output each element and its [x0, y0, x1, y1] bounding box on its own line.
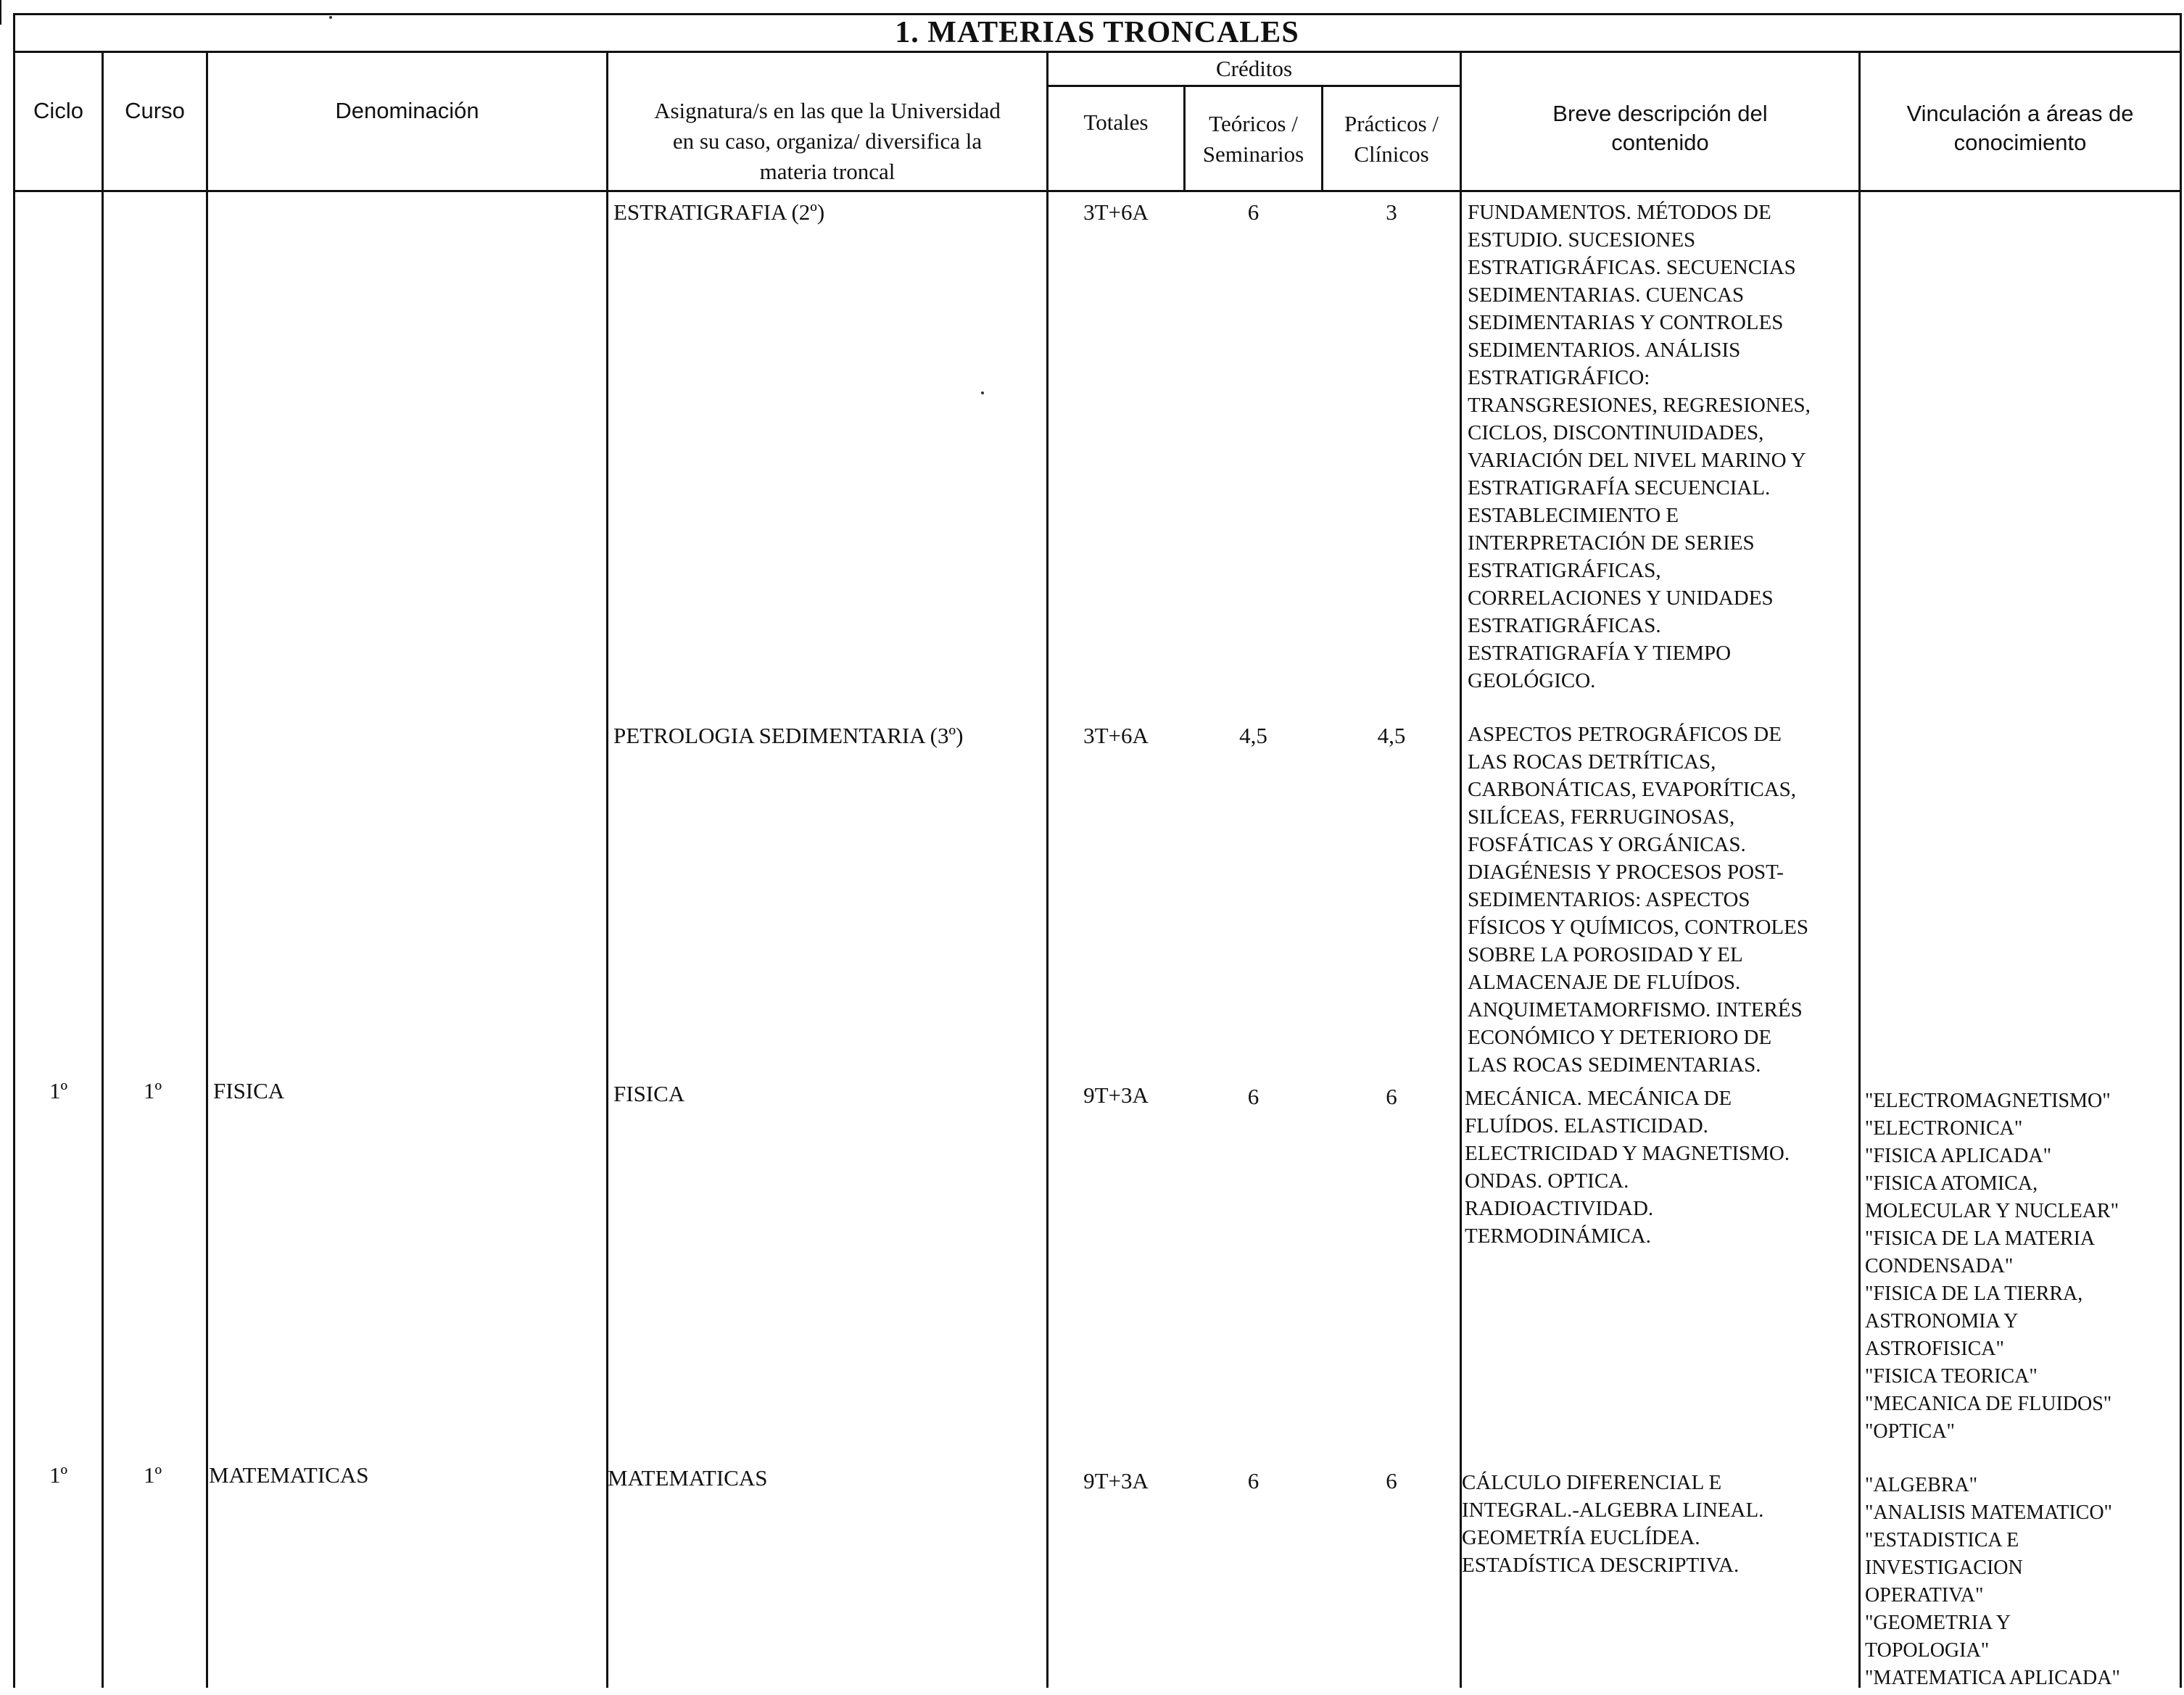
header-teoricos-line-2: Seminarios — [1202, 141, 1304, 167]
row-denominacion: FISICA — [213, 1078, 285, 1103]
row-descripcion-line: INTERPRETACIÓN DE SERIES — [1468, 531, 1755, 555]
row-descripcion-line: ESTABLECIMIENTO E — [1468, 504, 1679, 527]
row-vinculacion-line: "ELECTROMAGNETISMO" — [1865, 1090, 2111, 1112]
row-practicos: 6 — [1386, 1468, 1397, 1493]
row-totales: 9T+3A — [1083, 1082, 1149, 1108]
header-breve-line-1: Breve descripción del — [1552, 101, 1768, 126]
row-descripcion-line: SEDIMENTARIOS. ANÁLISIS — [1468, 339, 1741, 362]
row-vinculacion-line: "FISICA DE LA MATERIA — [1865, 1227, 2096, 1250]
row-descripcion-line: ESTRATIGRÁFICAS. SECUENCIAS — [1468, 256, 1796, 279]
row-practicos: 3 — [1386, 199, 1397, 225]
header-denominacion: Denominación — [335, 98, 479, 123]
col-divider-practicos — [1460, 51, 1462, 1688]
col-divider-ciclo — [102, 51, 104, 1688]
header-vinculacion-line-1: Vinculación a áreas de — [1906, 101, 2134, 126]
row-descripcion-line: FOSFÁTICAS Y ORGÁNICAS. — [1468, 833, 1746, 856]
header-curso: Curso — [125, 98, 185, 123]
row-teoricos: 6 — [1247, 1084, 1259, 1109]
row-curso: 1º — [144, 1078, 162, 1103]
row-descripcion-line: ESTRATIGRÁFICAS. — [1468, 614, 1661, 637]
row-totales: 3T+6A — [1083, 723, 1149, 748]
row-teoricos: 6 — [1247, 1468, 1259, 1493]
row-vinculacion-line: "MATEMATICA APLICADA" — [1865, 1667, 2120, 1689]
row-descripcion-line: SOBRE LA POROSIDAD Y EL — [1468, 943, 1743, 966]
row-descripcion-line: ESTRATIGRÁFICAS, — [1468, 559, 1661, 582]
row-descripcion-line: ESTRATIGRÁFICO: — [1468, 366, 1650, 389]
row-practicos: 4,5 — [1377, 723, 1406, 748]
row-descripcion-line: SEDIMENTARIAS Y CONTROLES — [1468, 311, 1784, 334]
header-ciclo: Ciclo — [33, 98, 83, 123]
row-asignatura: ESTRATIGRAFIA (2º) — [613, 199, 825, 225]
row-vinculacion-line: "FISICA TEORICA" — [1865, 1365, 2038, 1388]
row-teoricos: 6 — [1247, 199, 1259, 225]
header-practicos-line-1: Prácticos / — [1344, 111, 1439, 136]
row-vinculacion-line: "FISICA APLICADA" — [1865, 1145, 2052, 1167]
row-descripcion-line: ESTRATIGRAFÍA SECUENCIAL. — [1468, 476, 1771, 500]
col-divider-curso — [206, 51, 208, 1688]
title-bottom-border — [13, 51, 2181, 53]
header-creditos: Créditos — [1215, 56, 1293, 81]
table-left-border — [13, 13, 15, 1688]
row-descripcion-line: ESTRATIGRAFÍA Y TIEMPO — [1468, 642, 1732, 665]
row-vinculacion-line: "FISICA DE LA TIERRA, — [1865, 1282, 2083, 1305]
row-descripcion-line: SEDIMENTARIOS: ASPECTOS — [1468, 888, 1750, 911]
row-totales: 3T+6A — [1083, 199, 1149, 225]
row-ciclo: 1º — [49, 1462, 68, 1488]
row-vinculacion-line: "ESTADISTICA E — [1865, 1529, 2019, 1551]
margin-mark — [0, 0, 1, 25]
row-vinculacion-line: ASTROFISICA" — [1865, 1338, 2004, 1360]
row-descripcion-line: FÍSICOS Y QUÍMICOS, CONTROLES — [1468, 916, 1808, 939]
row-vinculacion-line: ASTRONOMIA Y — [1865, 1310, 2019, 1333]
row-ciclo: 1º — [49, 1078, 68, 1103]
row-denominacion: MATEMATICAS — [209, 1462, 369, 1488]
row-descripcion-line: ANQUIMETAMORFISMO. INTERÉS — [1468, 998, 1803, 1021]
header-vinculacion-line-2: conocimiento — [1953, 130, 2087, 155]
row-practicos: 6 — [1386, 1084, 1397, 1109]
row-descripcion-line: GEOLÓGICO. — [1468, 669, 1596, 692]
row-descripcion-line: CORRELACIONES Y UNIDADES — [1468, 587, 1774, 610]
row-vinculacion-line: INVESTIGACION — [1865, 1557, 2023, 1579]
header-bottom-border — [13, 190, 2181, 192]
row-descripcion-line: SEDIMENTARIAS. CUENCAS — [1468, 283, 1745, 307]
row-totales: 9T+3A — [1083, 1468, 1149, 1493]
row-descripcion-line: ELECTRICIDAD Y MAGNETISMO. — [1465, 1142, 1790, 1165]
row-descripcion-line: ESTUDIO. SUCESIONES — [1468, 228, 1696, 252]
scan-speck — [981, 391, 984, 394]
header-asignatura-line-3: materia troncal — [759, 159, 895, 184]
row-vinculacion-line: "GEOMETRIA Y — [1865, 1612, 2011, 1634]
header-practicos-line-2: Clínicos — [1354, 141, 1429, 167]
row-vinculacion-line: "ALGEBRA" — [1865, 1474, 1978, 1496]
row-asignatura: FISICA — [613, 1081, 685, 1106]
row-vinculacion-line: CONDENSADA" — [1865, 1255, 2014, 1277]
row-descripcion-line: TRANSGRESIONES, REGRESIONES, — [1468, 394, 1811, 417]
col-divider-teoricos — [1321, 85, 1323, 191]
row-descripcion-line: FLUÍDOS. ELASTICIDAD. — [1465, 1114, 1708, 1137]
row-descripcion-line: ESTADÍSTICA DESCRIPTIVA. — [1462, 1554, 1740, 1577]
table-title: 1. MATERIAS TRONCALES — [895, 16, 1299, 49]
row-vinculacion-line: "FISICA ATOMICA, — [1865, 1172, 2038, 1195]
row-descripcion-line: TERMODINÁMICA. — [1465, 1224, 1651, 1248]
row-descripcion-line: CARBONÁTICAS, EVAPORÍTICAS, — [1468, 778, 1797, 801]
header-asignatura-line-2: en su caso, organiza/ diversifica la — [672, 128, 983, 154]
row-descripcion-line: ASPECTOS PETROGRÁFICOS DE — [1468, 723, 1782, 746]
header-totales: Totales — [1083, 109, 1149, 135]
row-descripcion-line: CÁLCULO DIFERENCIAL E — [1462, 1471, 1722, 1494]
row-descripcion-line: VARIACIÓN DEL NIVEL MARINO Y — [1468, 449, 1806, 472]
row-vinculacion-line: MOLECULAR Y NUCLEAR" — [1865, 1200, 2119, 1222]
row-descripcion-line: LAS ROCAS DETRÍTICAS, — [1468, 750, 1716, 774]
row-vinculacion-line: "MECANICA DE FLUIDOS" — [1865, 1393, 2112, 1415]
header-teoricos-line-1: Teóricos / — [1209, 111, 1298, 136]
header-breve-line-2: contenido — [1611, 130, 1709, 155]
row-descripcion-line: INTEGRAL.-ALGEBRA LINEAL. — [1462, 1499, 1764, 1522]
row-descripcion-line: FUNDAMENTOS. MÉTODOS DE — [1468, 201, 1771, 224]
row-descripcion-line: GEOMETRÍA EUCLÍDEA. — [1462, 1526, 1700, 1549]
row-descripcion-line: MECÁNICA. MECÁNICA DE — [1465, 1087, 1732, 1110]
row-descripcion-line: ECONÓMICO Y DETERIORO DE — [1468, 1026, 1772, 1049]
row-vinculacion-line: "ELECTRONICA" — [1865, 1117, 2023, 1140]
row-descripcion-line: RADIOACTIVIDAD. — [1465, 1197, 1654, 1220]
row-asignatura: MATEMATICAS — [608, 1465, 768, 1491]
row-descripcion-line: SILÍCEAS, FERRUGINOSAS, — [1468, 805, 1735, 829]
row-descripcion-line: CICLOS, DISCONTINUIDADES, — [1468, 421, 1764, 444]
row-descripcion-line: DIAGÉNESIS Y PROCESOS POST- — [1468, 861, 1784, 884]
row-curso: 1º — [144, 1462, 162, 1488]
row-vinculacion-line: "ANALISIS MATEMATICO" — [1865, 1501, 2112, 1524]
col-divider-asignatura — [1046, 51, 1048, 1688]
row-vinculacion-line: TOPOLOGIA" — [1865, 1639, 1990, 1662]
row-descripcion-line: ONDAS. OPTICA. — [1465, 1169, 1629, 1193]
table-right-border — [2180, 13, 2182, 1688]
creditos-divider — [1046, 85, 1461, 87]
row-descripcion-line: ALMACENAJE DE FLUÍDOS. — [1468, 971, 1741, 994]
row-teoricos: 4,5 — [1239, 723, 1267, 748]
col-divider-breve — [1858, 51, 1861, 1688]
header-asignatura-line-1: Asignatura/s en las que la Universidad — [654, 98, 1001, 123]
col-divider-denominacion — [606, 51, 608, 1688]
col-divider-totales — [1183, 85, 1186, 191]
row-descripcion-line: LAS ROCAS SEDIMENTARIAS. — [1468, 1053, 1761, 1077]
row-vinculacion-line: OPERATIVA" — [1865, 1584, 1984, 1607]
row-asignatura: PETROLOGIA SEDIMENTARIA (3º) — [613, 723, 964, 748]
row-vinculacion-line: "OPTICA" — [1865, 1420, 1955, 1443]
